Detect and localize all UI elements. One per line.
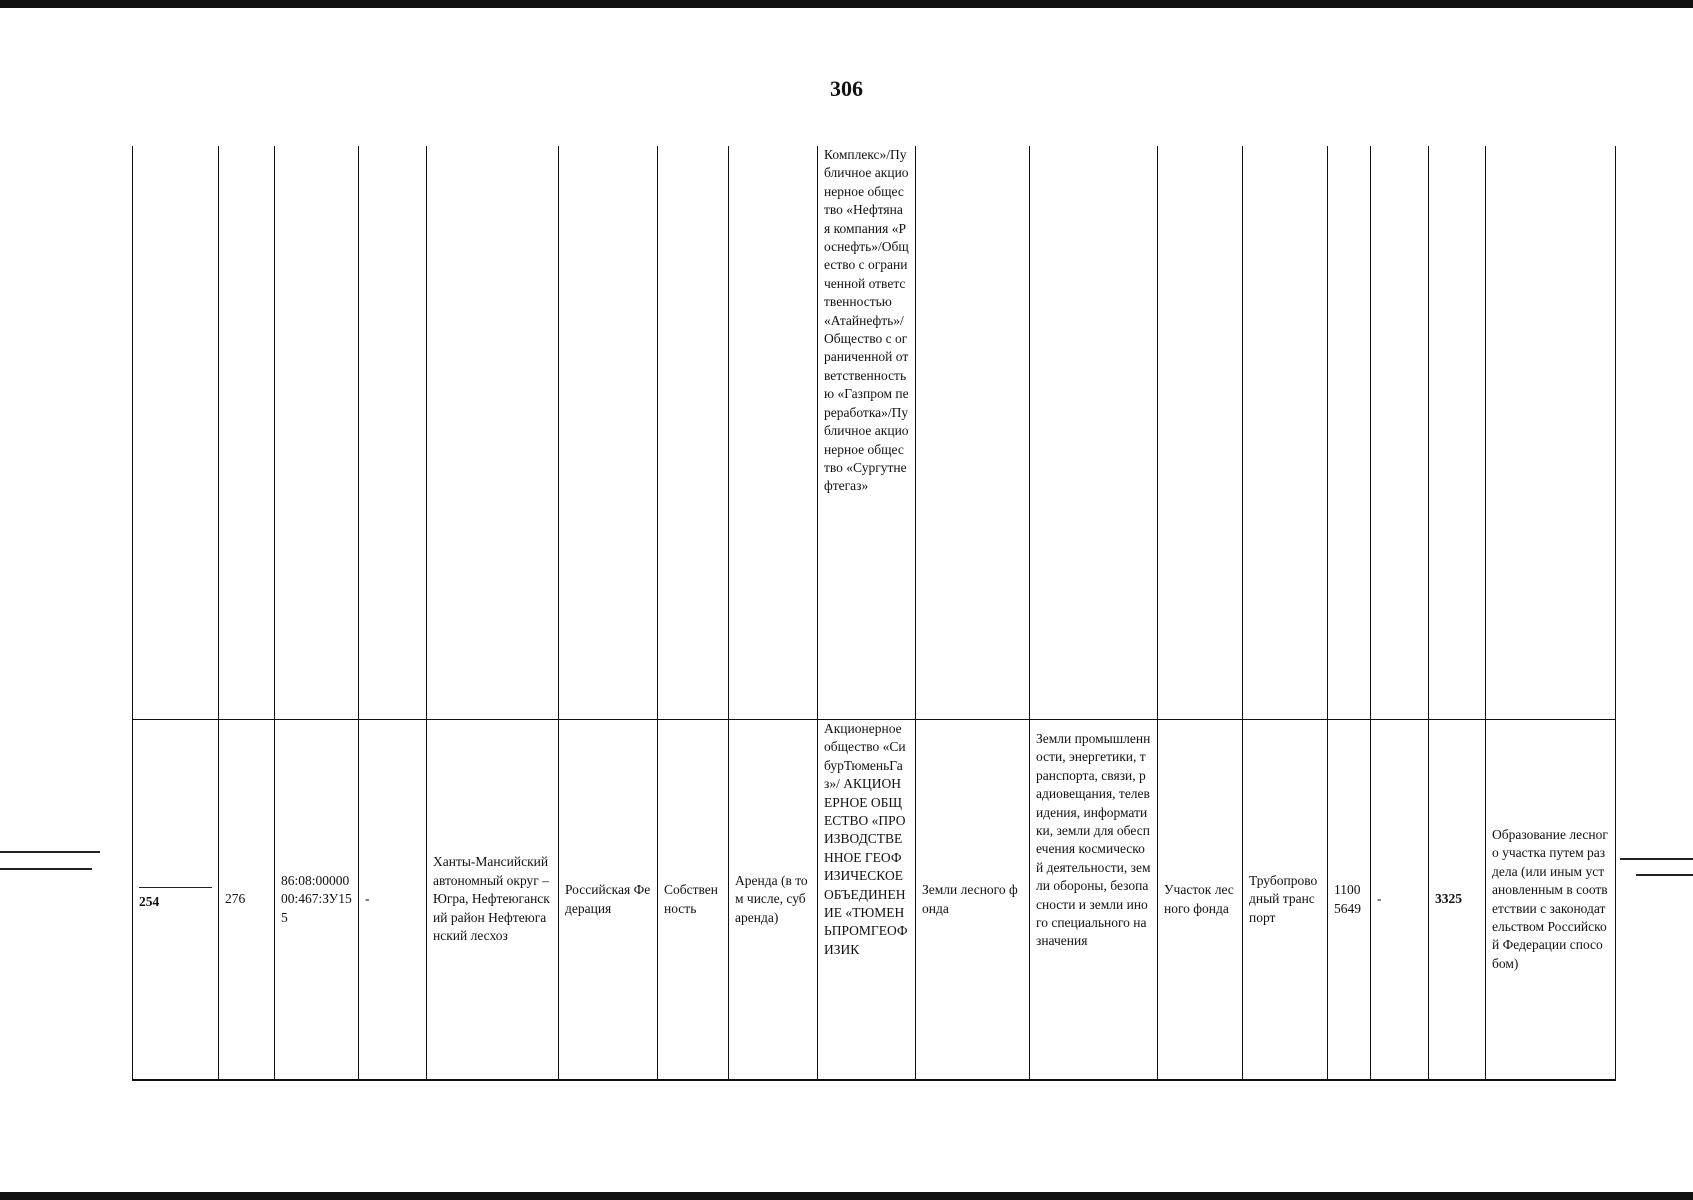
cell-code: 11005649 xyxy=(1328,720,1371,1081)
row-number-text: 254 xyxy=(139,894,160,910)
cell-empty xyxy=(1429,146,1486,720)
underline-mark xyxy=(139,887,212,888)
cell-encumbrance: Аренда (в том числе, субаренда) xyxy=(729,720,818,1081)
cell-row-number xyxy=(133,720,219,1081)
cell-empty xyxy=(559,146,658,720)
cell-empty xyxy=(1243,146,1328,720)
cell-area: 3325 xyxy=(1429,720,1486,1081)
page-number: 306 xyxy=(830,76,863,101)
cell-right-type: Собственность xyxy=(658,720,729,1081)
top-border xyxy=(0,0,1693,8)
cell-col4: - xyxy=(359,720,427,1081)
right-margin-line xyxy=(1620,858,1693,860)
cell-empty xyxy=(1158,146,1243,720)
cell-holders: Акционерное общество «СибурТюменьГаз»/ АКЦИОНЕРНОЕ ОБЩЕСТВО «ПРОИЗВОДСТВЕННОЕ ГЕОФИЗИЧЕСКОЕ ОБЪЕДИНЕНИЕ «ТЮМЕНЬПРОМГЕОФИЗИК xyxy=(818,720,916,1081)
bottom-border xyxy=(0,1192,1693,1200)
cell-holders-continuation: Комплекс»/Публичное акционерное общество «Нефтяная компания «Роснефть»/Общество с ограниченной ответственностью «Атайнефть»/Общество с ограниченной ответственностью «Газпром переработка»/Публичное акционерное общество «Сургутнефтегаз» xyxy=(818,146,916,720)
cell-formation: Образование лесного участка путем раздела (или иным установленным в соответствии с законодательством Российской Федерации способом) xyxy=(1486,720,1616,1081)
cell-col15: - xyxy=(1371,720,1429,1081)
cell-empty xyxy=(916,146,1030,720)
left-margin-line xyxy=(0,851,100,853)
cell-empty xyxy=(658,146,729,720)
table-row xyxy=(133,720,1616,1081)
cell-empty xyxy=(359,146,427,720)
left-margin-line-2 xyxy=(0,868,92,870)
cell-owner: Российская Федерация xyxy=(559,720,658,1081)
cell-empty xyxy=(219,146,275,720)
cell-number-2: 276 xyxy=(219,720,275,1081)
cell-cadastral-number: 86:08:0000000:467:ЗУ155 xyxy=(275,720,359,1081)
cell-empty xyxy=(1030,146,1158,720)
cell-empty xyxy=(275,146,359,720)
table-row-continuation xyxy=(133,146,1616,720)
cell-empty xyxy=(133,146,219,720)
cell-land-category: Земли промышленности, энергетики, транспорта, связи, радиовещания, телевидения, информатики, земли для обеспечения космической деятельности, земли обороны, безопасности и земли иного специального назначения xyxy=(1030,720,1158,1081)
right-margin-line-2 xyxy=(1636,874,1693,876)
cell-empty xyxy=(1486,146,1616,720)
cell-usage: Участок лесного фонда xyxy=(1158,720,1243,1081)
cell-category: Земли лесного фонда xyxy=(916,720,1030,1081)
cell-empty xyxy=(1328,146,1371,720)
cell-empty xyxy=(427,146,559,720)
cell-empty xyxy=(1371,146,1429,720)
registry-table xyxy=(132,146,1616,1081)
cell-empty xyxy=(729,146,818,720)
cell-purpose: Трубопроводный транспорт xyxy=(1243,720,1328,1081)
cell-location: Ханты-Мансийский автономный округ – Югра, Нефтеюганский район Нефтеюганский лесхоз xyxy=(427,720,559,1081)
